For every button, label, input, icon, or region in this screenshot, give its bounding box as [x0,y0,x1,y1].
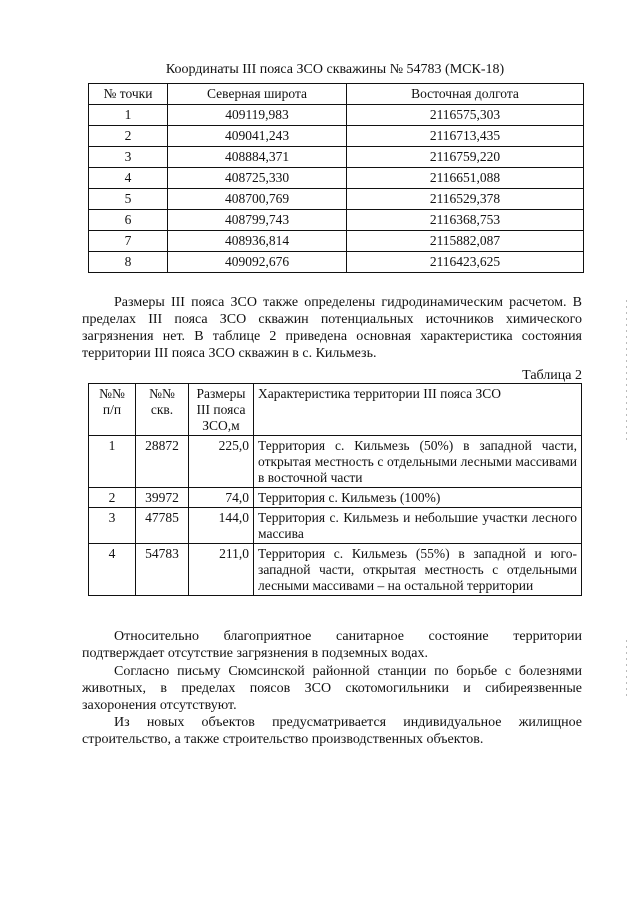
cell-point: 7 [89,231,168,252]
territory-table [88,383,582,596]
cell-north: 409092,676 [168,252,347,273]
coordinates-table [88,83,584,273]
cell-north: 409041,243 [168,126,347,147]
cell-north: 409119,983 [168,105,347,126]
cell-north: 408700,769 [168,189,347,210]
table-row [89,544,582,596]
scan-edge-mark [626,640,627,700]
table-row [89,168,584,189]
cell-characteristic: Территория с. Кильмезь (100%) [254,488,582,508]
cell-well: 39972 [136,488,189,508]
table-row [89,105,584,126]
cell-north: 408884,371 [168,147,347,168]
table-row [89,126,584,147]
table-row [89,252,584,273]
table-row [89,488,582,508]
cell-east: 2116575,303 [347,105,584,126]
cell-point: 4 [89,168,168,189]
paragraph-new-objects: Из новых объектов предусматривается индивидуальное жилищное строительство, а также строительство производственных объектов. [82,715,582,747]
cell-size: 225,0 [189,436,254,488]
cell-point: 8 [89,252,168,273]
cell-east: 2116651,088 [347,168,584,189]
header-point-number: № точки [89,84,168,105]
cell-well: 54783 [136,544,189,596]
cell-item: 1 [89,436,136,488]
header-territory-characteristic: Характеристика территории III пояса ЗСО [254,384,582,436]
table-row [89,210,584,231]
cell-characteristic: Территория с. Кильмезь (50%) в западной части, открытая местность с отдельными лесными массивами в восточной части [254,436,582,488]
scan-edge-mark [626,300,627,440]
cell-well: 47785 [136,508,189,544]
table1-caption: Координаты III пояса ЗСО скважины № 54783 (МСК-18) [165,62,505,77]
cell-point: 6 [89,210,168,231]
cell-east: 2116423,625 [347,252,584,273]
cell-well: 28872 [136,436,189,488]
paragraph-sanitary: Относительно благоприятное санитарное состояние территории подтверждает отсутствие загрязнения в подземных водах. [82,629,582,661]
cell-north: 408936,814 [168,231,347,252]
cell-characteristic: Территория с. Кильмезь и небольшие участки лесного массива [254,508,582,544]
cell-point: 5 [89,189,168,210]
cell-item: 2 [89,488,136,508]
cell-east: 2116368,753 [347,210,584,231]
header-north-latitude: Северная широта [168,84,347,105]
table-row [89,147,584,168]
table2-label: Таблица 2 [522,368,582,383]
cell-size: 74,0 [189,488,254,508]
table-row [89,436,582,488]
header-item-number: №№ п/п [89,384,136,436]
cell-size: 211,0 [189,544,254,596]
header-east-longitude: Восточная долгота [347,84,584,105]
cell-east: 2116713,435 [347,126,584,147]
table-header-row [89,84,584,105]
cell-east: 2116529,378 [347,189,584,210]
paragraph-veterinary: Согласно письму Сюмсинской районной станции по борьбе с болезнями животных, в пределах поясов ЗСО скотомогильники и сибиреязвенные захоронения отсутствуют. [82,664,582,713]
table-row [89,189,584,210]
cell-point: 3 [89,147,168,168]
cell-east: 2115882,087 [347,231,584,252]
cell-characteristic: Территория с. Кильмезь (55%) в западной и юго-западной части, открытая местность с отдельными лесными массивами – на остальной территории [254,544,582,596]
header-zone-size: Размеры III пояса ЗСО,м [189,384,254,436]
table-row [89,508,582,544]
cell-point: 1 [89,105,168,126]
cell-item: 3 [89,508,136,544]
cell-item: 4 [89,544,136,596]
header-well-number: №№ скв. [136,384,189,436]
paragraph-hydrodynamic: Размеры III пояса ЗСО также определены гидродинамическим расчетом. В пределах III пояса ЗСО скважин потенциальных источников химического загрязнения нет. В таблице 2 приведена основная характеристика состояния территории III пояса ЗСО скважин в с. Кильмезь. [82,295,582,361]
cell-point: 2 [89,126,168,147]
cell-east: 2116759,220 [347,147,584,168]
table-header-row [89,384,582,436]
cell-north: 408799,743 [168,210,347,231]
table-row [89,231,584,252]
cell-north: 408725,330 [168,168,347,189]
cell-size: 144,0 [189,508,254,544]
